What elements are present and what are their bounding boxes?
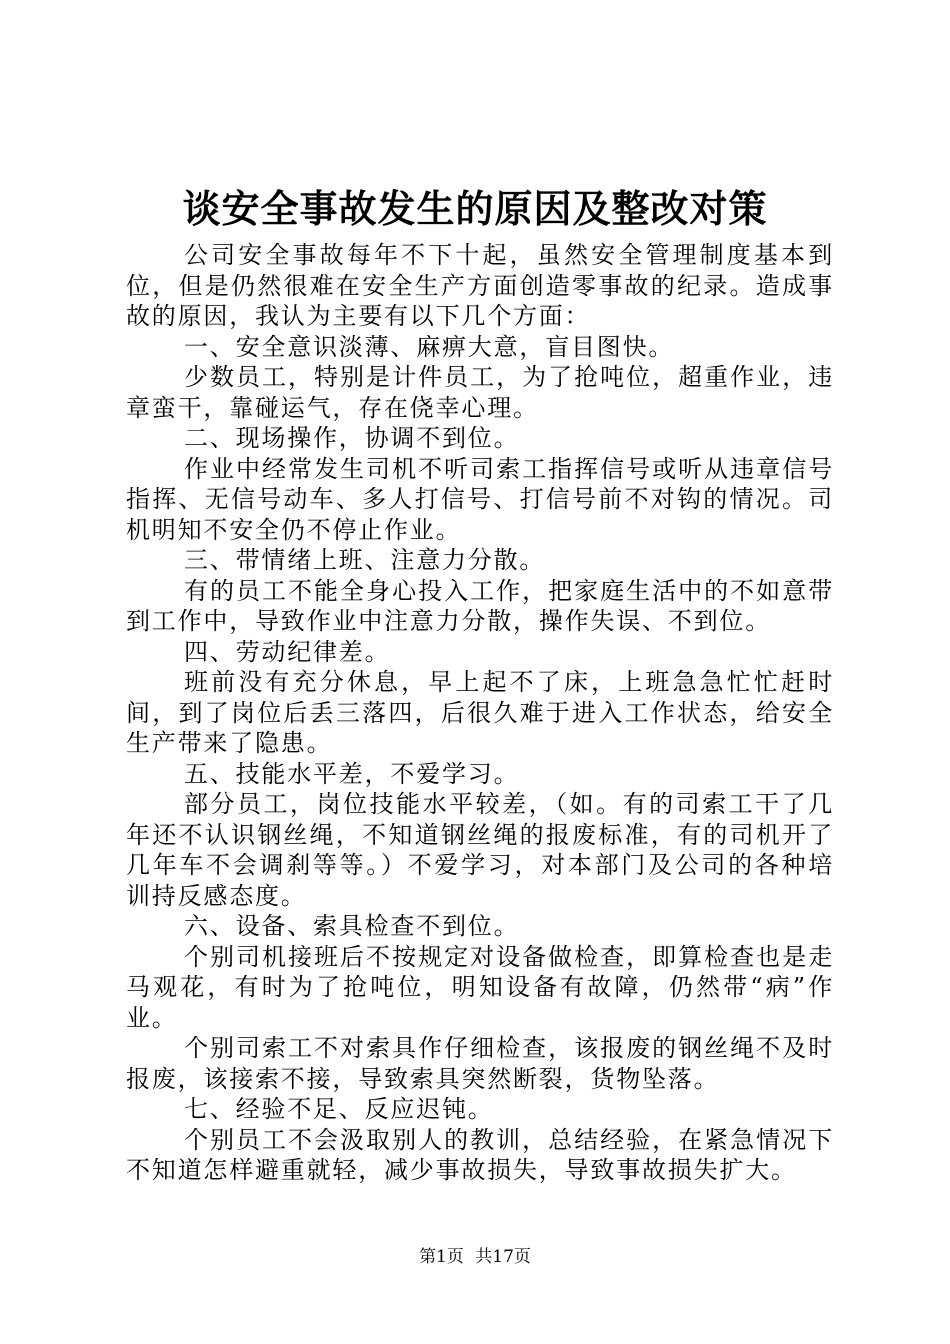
paragraph: 有的员工不能全身心投入工作，把家庭生活中的不如意带到工作中，导致作业中注意力分散，操作失误、不到位。	[126, 576, 834, 635]
section-heading: 一、安全意识淡薄、麻痹大意，盲目图快。	[184, 332, 675, 361]
paragraph: 班前没有充分休息，早上起不了床，上班急急忙忙赶时间，到了岗位后丢三落四，后很久难于进入工作状态，给安全生产带来了隐患。	[126, 668, 834, 757]
section-heading: 五、技能水平差，不爱学习。	[184, 759, 520, 788]
section-heading: 四、劳动纪律差。	[184, 637, 391, 666]
page-footer: 第1页 共17页	[419, 1247, 531, 1267]
paragraph: 个别员工不会汲取别人的教训，总结经验，在紧急情况下不知道怎样避重就轻，减少事故损失，导致事故损失扩大。	[126, 1125, 834, 1184]
paragraph: 个别司机接班后不按规定对设备做检查，即算检查也是走马观花，有时为了抢吨位，明知设备有故障，仍然带“病”作业。	[126, 942, 834, 1032]
paragraph: 公司安全事故每年不下十起，虽然安全管理制度基本到位，但是仍然很难在安全生产方面创造零事故的纪录。造成事故的原因，我认为主要有以下几个方面：	[126, 241, 834, 330]
section-heading: 七、经验不足、反应迟钝。	[184, 1095, 494, 1123]
paragraph: 作业中经常发生司机不听司索工指挥信号或听从违章信号指挥、无信号动车、多人打信号、打信号前不对钩的情况。司机明知不安全仍不停止作业。	[126, 454, 834, 544]
section-heading: 三、带情绪上班、注意力分散。	[184, 546, 546, 574]
document-body	[126, 240, 834, 1186]
section-heading: 六、设备、索具检查不到位。	[184, 912, 520, 940]
paragraph: 部分员工，岗位技能水平较差，（如。有的司索工干了几年还不认识钢丝绳，不知道钢丝绳的报废标准，有的司机开了几年车不会调刹等等。）不爱学习，对本部门及公司的各种培训持反感态度。	[126, 790, 834, 910]
paragraph: 少数员工，特别是计件员工，为了抢吨位，超重作业，违章蛮干，靠碰运气，存在侥幸心理。	[126, 363, 834, 422]
document-title: 谈安全事故发生的原因及整改对策	[182, 187, 768, 231]
paragraph: 个别司索工不对索具作仔细检查，该报废的钢丝绳不及时报废，该接索不接，导致索具突然断裂，货物坠落。	[126, 1034, 834, 1093]
section-heading: 二、现场操作，协调不到位。	[184, 424, 520, 452]
